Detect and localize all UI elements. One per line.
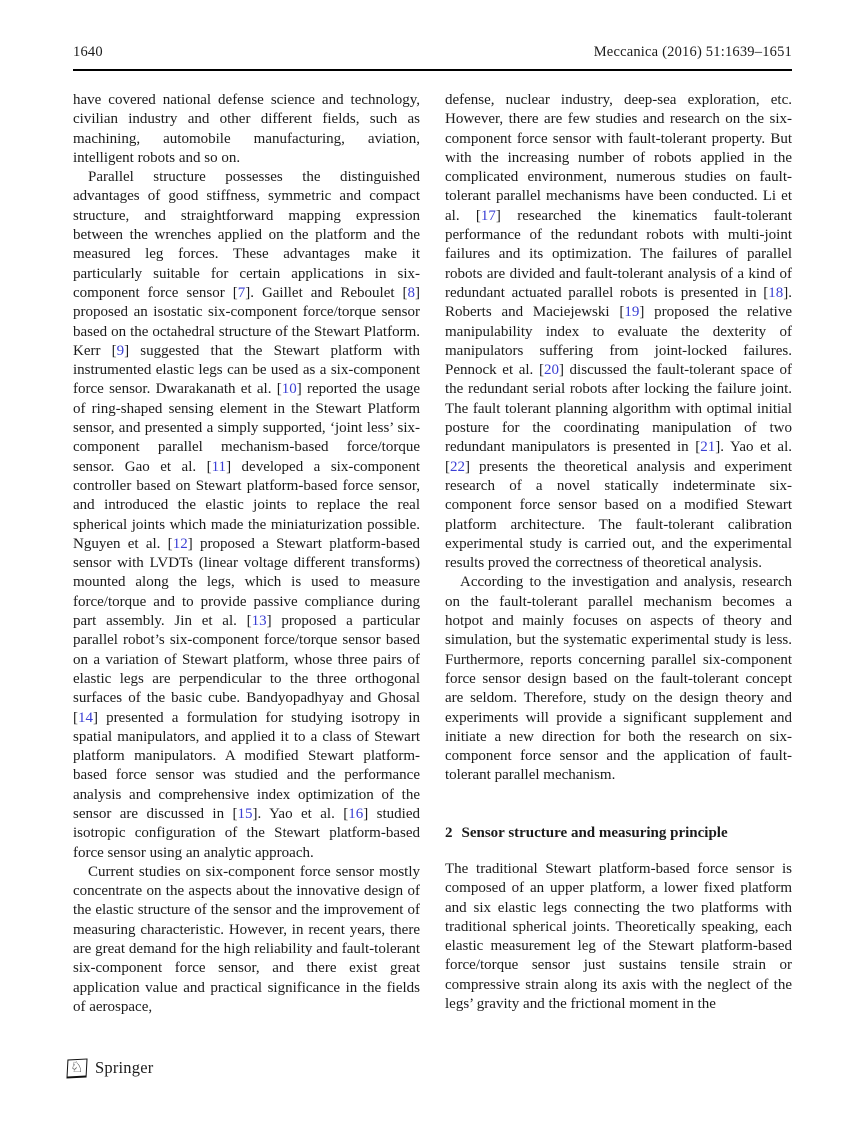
page-footer <box>67 1058 153 1078</box>
paragraph: defense, nuclear industry, deep-sea exploration, etc. However, there are few studies and research on the six-component force sensor with fault-tolerant property. But with the increasing number of robots applied in the complicated environment, numerous studies on fault-tolerant parallel mechanisms have been conducted. Li et al. [17] researched the kinematics fault-tolerant performance of the redundant robots with multi-joint failures and its optimization. The failures of parallel robots are divided and fault-tolerant analysis of a kind of redundant actuated parallel robots is presented in [18]. Roberts and Maciejewski [19] proposed the relative manipulability index to evaluate the dexterity of manipulators suffering from joint-locked failures. Pennock et al. [20] discussed the fault-tolerant space of the redundant serial robots after locking the failure joint. The fault tolerant planning algorithm with optimal initial posture for the coordinating manipulation of two redundant manipulators is presented in [21]. Yao et al. [22] presents the theoretical analysis and experiment research of a novel statically indeterminate six-component force sensor based on a modified Stewart platform architecture. The fault-tolerant calibration experimental study is carried out, and the experimental results proved the correctness of theoretical analysis. <box>445 92 793 572</box>
citation-link[interactable]: 15 <box>237 805 253 822</box>
citation-link[interactable]: 8 <box>407 284 416 301</box>
citation-link[interactable]: 14 <box>78 709 93 726</box>
citation-link[interactable]: 13 <box>251 613 267 630</box>
citation-link[interactable]: 12 <box>172 535 188 552</box>
page-content <box>73 44 792 1017</box>
citation-link[interactable]: 10 <box>281 381 297 398</box>
page-header <box>73 44 792 61</box>
citation-link[interactable]: 11 <box>211 458 227 475</box>
citation-link[interactable]: 17 <box>480 207 496 224</box>
citation-link[interactable]: 7 <box>237 284 246 301</box>
citation-link[interactable]: 18 <box>768 284 784 301</box>
right-column <box>445 91 792 1017</box>
citation-link[interactable]: 9 <box>116 342 125 359</box>
two-column-body <box>73 91 792 1017</box>
paragraph: Parallel structure possesses the distinguished advantages of good stiffness, symmetric and compact structure, and straightforward mapping expression between the wrenches applied on the platform and the measured leg forces. These advantages make it particularly suitable for certain applications in six-component force sensor [7]. Gaillet and Reboulet [8] proposed an isostatic six-component force/torque sensor based on the octahedral structure of the Stewart Platform. Kerr [9] suggested that the Stewart platform with instrumented elastic legs can be used as a six-component force sensor. Dwarakanath et al. [10] reported the usage of ring-shaped sensing element in the Stewart Platform sensor, and presented a simply supported, ‘joint less’ six-component parallel mechanism-based force/torque sensor. Gao et al. [11] developed a six-component controller based on Stewart platform-based force sensor, and introduced the elastic joints to replace the real spherical joints which made the miniaturization possible. Nguyen et al. [12] proposed a Stewart platform-based sensor with LVDTs (linear voltage different transforms) mounted along the legs, which is used to measure force/torque and to provide passive compliance during part assembly. Jin et al. [13] proposed a particular parallel robot’s six-component force/torque sensor based on a variation of Stewart platform, whose three pairs of elastic legs are perpendicular to the three orthogonal surfaces of the basic cube. Bandyopadhyay and Ghosal [14] presented a formulation for studying isotropy in spatial manipulators, and applied it to a class of Stewart platform manipulators. A modified Stewart platform-based force sensor was studied and the performance analysis and comprehensive index optimization of the sensor are discussed in [15]. Yao et al. [16] studied isotropic configuration of the Stewart platform-based force sensor using an analytic approach. <box>73 169 421 861</box>
header-rule <box>73 69 792 71</box>
paragraph: have covered national defense science and technology, civilian industry and other different fields, such as machining, automobile manufacturing, aviation, intelligent robots and so on. <box>73 92 420 166</box>
page-number: 1640 <box>73 44 103 60</box>
citation-link[interactable]: 16 <box>348 805 364 822</box>
section-number: 2 <box>445 824 453 841</box>
section-heading: 2 Sensor structure and measuring principle <box>445 824 728 841</box>
citation-link[interactable]: 21 <box>700 439 716 456</box>
citation-link[interactable]: 22 <box>450 458 465 475</box>
paragraph: According to the investigation and analysis, research on the fault-tolerant parallel mechanism becomes a hotpot and mainly focuses on aspects of theory and simulation, but the systematic experimental study is less. Furthermore, reports concerning parallel six-component force sensor design based on the fault-tolerant concept are seldom. Therefore, study on the design theory and experiments will provide a significant supplement and initiate a new direction for both the research on six-component force sensor and the application of fault-tolerant parallel mechanism. <box>445 574 792 784</box>
paragraph: The traditional Stewart platform-based force sensor is composed of an upper platform, a lower fixed platform and six elastic legs connecting the two platforms with traditional spherical joints. Theoretically speaking, each elastic measurement leg of the Stewart platform-based force/torque sensor just sustains tensile strain or compressive strain along its axis with the neglect of the legs’ gravity and the frictional moment in the <box>445 860 792 1013</box>
journal-reference: Meccanica (2016) 51:1639–1651 <box>593 44 792 60</box>
left-column <box>73 91 420 1017</box>
citation-link[interactable]: 20 <box>543 362 559 379</box>
publisher-name: Springer <box>95 1058 154 1077</box>
springer-horse-logo-icon: ♘ <box>66 1058 87 1078</box>
citation-link[interactable]: 19 <box>624 304 640 321</box>
paragraph: Current studies on six-component force sensor mostly concentrate on the aspects about the innovative design of the elastic structure of the sensor and the improvement of measuring characteristic. However, in recent years, there are great demand for the high reliability and fault-tolerant six-component force sensor, and there exist great application value and practical significance in the fields of aerospace, <box>73 863 420 1015</box>
